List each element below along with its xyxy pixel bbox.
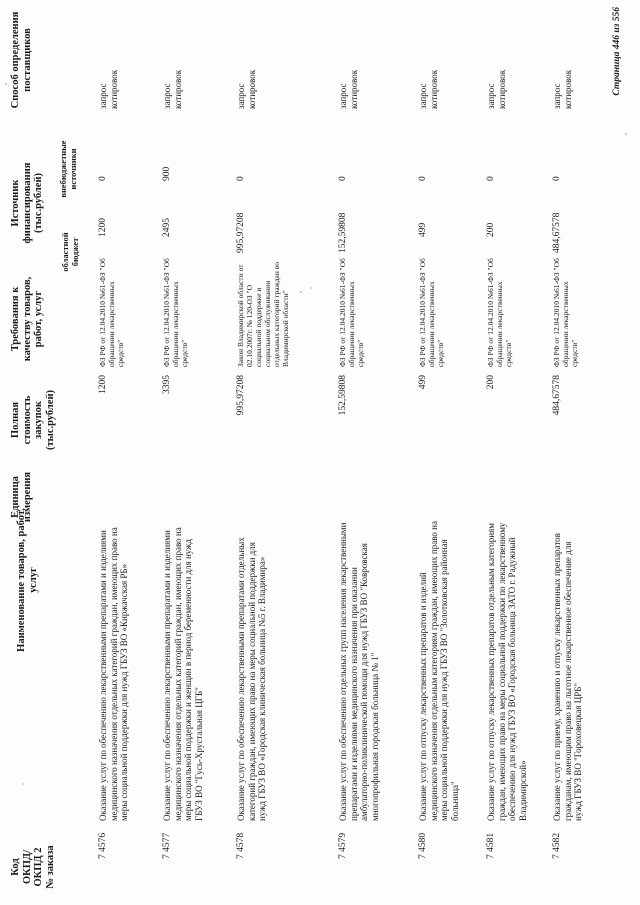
row-extra: 0 <box>98 176 108 181</box>
header-cost: Полная стоимость закупок (тыс.рублей) <box>10 389 56 451</box>
row-number: 7 4581 <box>486 832 496 859</box>
header-unit: Единица измерения <box>10 471 33 523</box>
header-source-regional: областной бюджет <box>60 232 80 272</box>
row-requirements: ФЗ РФ от 12.04.2010 №61-ФЗ "Об обращении лекарственных средств" <box>418 258 445 367</box>
row-method: запрос котировок <box>236 69 257 109</box>
row-method: запрос котировок <box>98 69 119 109</box>
scan-speck <box>5 83 7 85</box>
row-method: запрос котировок <box>486 69 507 109</box>
scan-speck <box>625 133 627 135</box>
header-name: Наименование товаров, работ, услуг <box>16 508 39 652</box>
scan-speck <box>310 287 312 289</box>
row-regional: 1200 <box>98 218 108 237</box>
row-name: Оказание услуг по обеспечению лекарственными препаратами и изделиями медицинского назначения отдельных категорий граждан, имеющих право на меры социальной поддержки и женщин в период беременности для нужд ГБУЗ ВО "Гусь-Хрустальная ЦГБ" <box>162 527 204 821</box>
row-extra: 900 <box>162 166 172 181</box>
row-regional: 995,97208 <box>236 212 246 253</box>
header-code: Код ОКПД/ ОКПД 2 № заказа <box>10 845 56 889</box>
row-cost: 200 <box>486 375 496 390</box>
header-method: Способ определения поставщиков <box>10 11 33 109</box>
row-regional: 200 <box>486 222 496 237</box>
row-regional: 484,67578 <box>552 212 562 253</box>
row-regional: 152,59808 <box>338 212 348 253</box>
row-name: Оказание услуг по обеспечению лекарственными препаратами и изделиями медицинского назначения отдельных категорий граждан, имеющих право на меры социальной поддержки для нужд ГБУЗ ВО «Киржачская РБ» <box>98 527 129 821</box>
row-name: Оказание услуг по обеспечению отдельных групп населения лекарственными препаратами и изделиями медицинского назначения при оказании амбулаторно-поликлинической помощи для нужд ГБУЗ ВО "Ковровская многопрофильная городская больница № 1" <box>338 522 380 821</box>
row-requirements: ФЗ РФ от 12.04.2010 №61-ФЗ "Об обращении лекарственных средств" <box>98 258 125 367</box>
row-regional: 499 <box>418 222 428 237</box>
row-name: Оказание услуг по обеспечению лекарственными препаратами отдельных категорий граждан, имеющих право на меры социальной поддержки для нужд ГБУЗ ВО «Городская клиническая больница №5 г. Владимира» <box>236 537 267 821</box>
row-name: Оказание услуг по отпуску лекарственных препаратов и изделий медицинского назначения отдельным категориям граждан, имеющих право на меры социальной поддержки для нужд ГБУЗ ВО "Золотковская районная больница" <box>418 521 460 821</box>
row-method: запрос котировок <box>418 69 439 109</box>
row-cost: 484,67578 <box>552 375 562 416</box>
row-method: запрос котировок <box>162 69 183 109</box>
row-cost: 152,59808 <box>338 375 348 416</box>
header-source-extra: внебюджетные источники <box>58 140 78 198</box>
row-extra: 0 <box>338 176 348 181</box>
row-extra: 0 <box>418 176 428 181</box>
row-requirements: ФЗ РФ от 12.04.2010 №61-ФЗ "Об обращении лекарственных средств" <box>338 258 365 367</box>
row-method: запрос котировок <box>552 69 573 109</box>
row-cost: 995,97208 <box>236 375 246 416</box>
row-requirements: ФЗ РФ от 12.04.2010 №61-ФЗ "Об обращении лекарственных средств" <box>486 258 513 367</box>
row-method: запрос котировок <box>338 69 359 109</box>
row-number: 7 4577 <box>162 832 172 859</box>
row-requirements: ФЗ РФ от 12.04.2010 №61-ФЗ "Об обращении лекарственных средств" <box>162 258 189 367</box>
row-requirements: Закон Владимирской области от 02.10.2007г. № 120-ОЗ "О социальной поддержке и социальном обслуживании отдельных категорий граждан во Владимирской области" <box>236 262 290 367</box>
row-cost: 499 <box>418 375 428 390</box>
row-extra: 0 <box>552 176 562 181</box>
scan-speck <box>22 783 24 785</box>
row-requirements: ФЗ РФ от 12.04.2010 №61-ФЗ "Об обращении лекарственных средств" <box>552 258 579 367</box>
header-source: Источник финансирования (тыс.рублей) <box>10 162 44 244</box>
row-number: 7 4579 <box>338 832 348 859</box>
row-number: 7 4578 <box>236 832 246 859</box>
row-name: Оказание услуг по приему, хранению и отпуску лекарственных препаратов гражданам, имеющим право на льготное лекарственное обеспечение для нужд ГБУЗ ВО "Гороховецкая ЦРБ" <box>552 533 583 821</box>
row-cost: 1200 <box>98 375 108 394</box>
row-extra: 0 <box>236 176 246 181</box>
row-regional: 2495 <box>162 218 172 237</box>
row-number: 7 4576 <box>98 832 108 859</box>
header-requirements: Требования к качеству товаров, работ, услуг <box>10 276 44 362</box>
row-extra: 0 <box>486 176 496 181</box>
row-name: Оказание услуг по отпуску лекарственных препаратов отдельным категориям граждан, имеющих право на меры социальной поддержки по лекарственному обеспечению для нужд ГБУЗ ВО «Городская больница ЗАТО г. Радужный Владимирской» <box>486 522 528 821</box>
row-number: 7 4582 <box>552 832 562 859</box>
page-number: Страница 446 из 556 <box>612 7 622 96</box>
scan-speck <box>300 291 302 293</box>
row-number: 7 4580 <box>418 832 428 859</box>
row-cost: 3395 <box>162 375 172 394</box>
